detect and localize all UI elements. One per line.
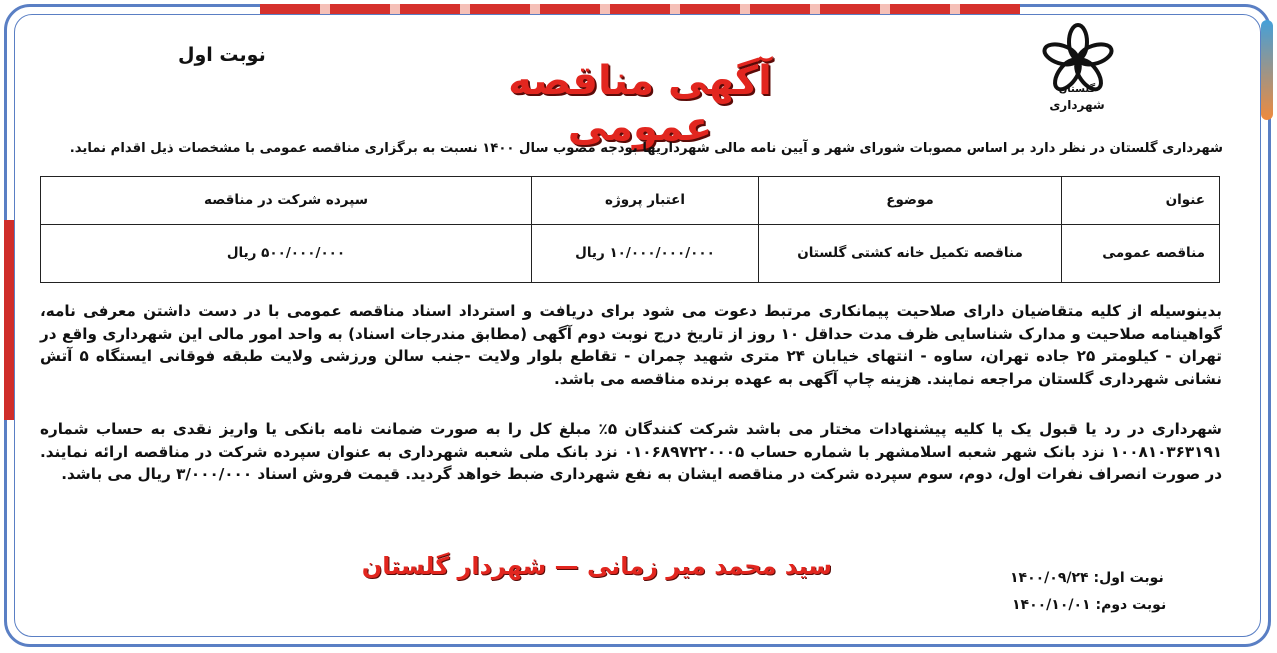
page-title: آگهی مناقصه عمومی bbox=[508, 58, 772, 150]
decor-band-left bbox=[4, 220, 14, 420]
signature: سید محمد میر زمانی — شهردار گلستان bbox=[361, 552, 832, 580]
cell-deposit: ۵۰۰/۰۰۰/۰۰۰ ریال bbox=[41, 224, 532, 282]
logo-text-municipality: شهرداری bbox=[1049, 98, 1105, 112]
cell-subject: مناقصه تکمیل خانه کشتی گلستان bbox=[759, 224, 1062, 282]
second-publication-date: نوبت دوم: ۱۴۰۰/۱۰/۰۱ bbox=[1012, 597, 1167, 613]
logo-text-city: گلستان bbox=[1058, 84, 1096, 95]
edition-label: نوبت اول bbox=[178, 44, 266, 66]
invitation-paragraph: بدینوسیله از کلیه متقاضیان دارای صلاحیت پیمانکاری مرتبط دعوت می شود برای دریافت و استرداد اسناد مناقصه عمومی با در دست داشتن معرفی نامه، گواهینامه صلاحیت و مدارک شناسایی ظرف مدت حداقل ۱۰ روز از تاریخ درج نوبت دوم آگهی (مطابق مندرجات اسناد) به واحد امور مالی این شهرداری واقع در تهران - کیلومتر ۲۵ جاده تهران، ساوه - انتهای خیابان ۲۴ متری شهید چمران - تقاطع بلوار ولایت -جنب سالن ورزشی ولایت طبقه فوقانی ایستگاه ۵ آتش نشانی شهرداری گلستان مراجعه نمایند. هزینه چاپ آگهی به عهده برنده مناقصه می باشد. bbox=[40, 302, 1223, 388]
header-subject: موضوع bbox=[759, 177, 1062, 225]
table-header-row bbox=[41, 177, 1220, 225]
table-row bbox=[41, 224, 1220, 282]
decor-band-right bbox=[1261, 20, 1273, 120]
decor-band-top bbox=[260, 4, 1020, 14]
header-title: عنوان bbox=[1062, 177, 1220, 225]
intro-text: شهرداری گلستان در نظر دارد بر اساس مصوبات شورای شهر و آیین نامه مالی شهرداریها بودجه مصوب سال ۱۴۰۰ نسبت به برگزاری مناقصه عمومی با مشخصات ذیل اقدام نماید. bbox=[69, 141, 1223, 156]
conditions-paragraph: شهرداری در رد یا قبول یک یا کلیه پیشنهادات مختار می باشد شرکت کنندگان ۵٪ مبلغ کل را به صورت ضمانت نامه بانکی یا واریز نقدی به حساب شماره ۱۰۰۸۱۰۳۶۳۱۹۱ نزد بانک شهر شعبه اسلامشهر با شماره حساب ۰۱۰۶۸۹۷۲۲۰۰۰۵ نزد بانک ملی شعبه شهرداری به عنوان سپرده شرکت در مناقصه ارائه نمایند. در صورت انصراف نفرات اول، دوم، سوم سپرده شرکت در مناقصه ایشان به نفع شهرداری ضبط خواهد گردید. قیمت فروش اسناد ۳/۰۰۰/۰۰۰ ریال می باشد. bbox=[40, 420, 1222, 484]
tender-table bbox=[40, 176, 1220, 283]
cell-budget: ۱۰/۰۰۰/۰۰۰/۰۰۰ ریال bbox=[532, 224, 759, 282]
header-budget: اعتبار پروژه bbox=[532, 177, 759, 225]
first-publication-date: نوبت اول: ۱۴۰۰/۰۹/۲۴ bbox=[1010, 570, 1164, 586]
header-deposit: سپرده شرکت در مناقصه bbox=[41, 177, 532, 225]
cell-title: مناقصه عمومی bbox=[1062, 224, 1220, 282]
